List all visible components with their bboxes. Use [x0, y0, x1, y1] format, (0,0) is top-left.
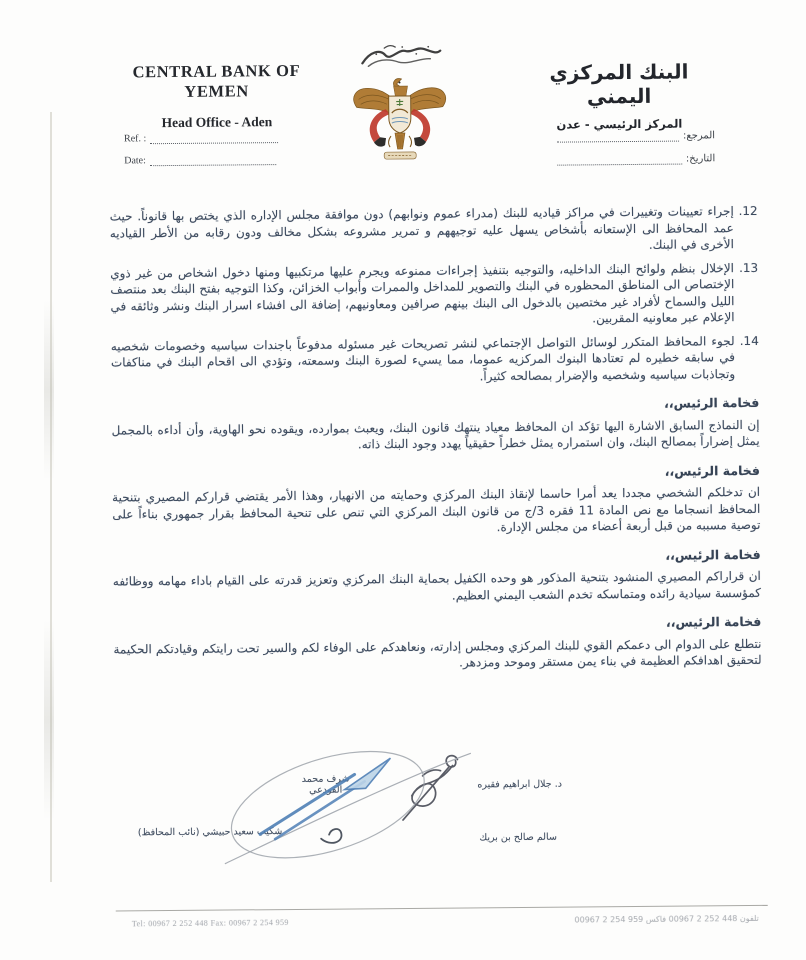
- item-text: لجوء المحافظ المتكرر لوسائل التواصل الإجتماعي لنشر تصريحات غير مسئوله مدفوعاً باجندات سياسيه وخصومات شخصيه في سابقه خطيره لم تعتادها البنوك المركزيه عموما، مما يسيء لصورة البنك وسمعته، وتؤدي الى اقحام البنك في مناكفات وتجاذبات سياسيه وشخصيه والإضرار بمصالحه كثيراً.: [110, 333, 736, 383]
- section-heading-president-3: فخامة الرئيس،،: [665, 546, 761, 563]
- bank-name-arabic: البنك المركزي اليمني: [549, 59, 689, 109]
- numbered-item-14: [111, 332, 759, 387]
- bismillah-calligraphy-icon: [354, 42, 444, 73]
- numbered-item-13: [110, 259, 759, 331]
- ref-blank-line-arabic: [557, 132, 679, 143]
- office-name-english: Head Office - Aden: [161, 114, 273, 131]
- date-field-arabic: [553, 153, 715, 165]
- signatory-name-shakeeb-hobeishi-deputy-governor: شكيب سعيد حبيشي (نائب المحافظ): [137, 826, 283, 839]
- bank-name-english: CENTRAL BANK OF YEMEN: [132, 60, 301, 101]
- footer-contacts-english: Tel: 00967 2 252 448 Fax: 00967 2 254 959: [131, 918, 289, 929]
- item-text: الإخلال بنظم ولوائح البنك الداخليه، والتوجيه بتنفيذ إجراءات ممنوعه ويجرم عليها مرتكبيها ومنها دخول اشخاص من غير ذوي الإختصاص الى المناطق المحظوره في البنك والتصوير للمداخل والممرات وأبواب الخزائن، وكذا التوجيه بفتح البنك بعد منتصف الليل والسماح لأفراد غير مختصين بالدخول الى البنك بينهم صرافين ومعاونيهم، إضافة الى افشاء اسرار البنك ونشر وثائقه في الإعلام عبر معاونيه المقربين.: [110, 260, 735, 326]
- signatory-name-sharaf-alfudai: شرف محمد الفودعي: [301, 773, 350, 796]
- ref-field-english: [124, 132, 282, 144]
- date-label-arabic: التاريخ:: [685, 153, 716, 165]
- signatory-name-jalal-faqirah: د. جلال ابراهيم فقيره: [477, 778, 562, 791]
- numbered-item-12: [110, 203, 758, 258]
- ref-blank-line: [150, 133, 278, 144]
- item-text: إجراء تعيينات وتغييرات في مراكز قياديه للبنك (مدراء عموم ونوابهم) دون موافقة مجلس الإداره الذي يختص بها قانوناً. حيث عمد المحافظ الى الإستعانه بأشخاص يسهل عليه توجيههم و تمرير مشروعه بشكل مخالف ودون رقابه من الأطر القياديه الأخرى في البنك.: [109, 204, 735, 252]
- ref-label-english: Ref. :: [123, 133, 147, 145]
- item-number: 14.: [739, 333, 759, 348]
- header-english: [99, 61, 334, 132]
- yemen-coat-of-arms-icon: [344, 76, 455, 169]
- section-heading-president-4: فخامة الرئيس،،: [665, 613, 762, 630]
- section-heading-president-2: فخامة الرئيس،،: [664, 462, 760, 479]
- signatory-name-salem-bin-buraik: سالم صالح بن بريك: [479, 831, 557, 844]
- header-arabic: [516, 59, 722, 132]
- footer-contacts-arabic: تلفون 448 252 2 00967 فاكس 959 254 2 00967: [574, 913, 759, 925]
- section-paragraph-2: ان تدخلكم الشخصي مجددا يعد أمرا حاسما لإنقاذ البنك المركزي وحمايته من الانهيار، وهذا الأمر يقتضي قراركم المصيري بتنحية المحافظ انسجاما مع نص المادة 11 فقره 3/ج من قانون البنك المركزي التي تنص على تنحية المحافظ بقرار جمهوري بناءاً على توصية مسببه من قبل أربعة أعضاء من مجلس الإدارة.: [112, 484, 761, 535]
- ref-label-arabic: المرجع:: [682, 130, 716, 142]
- signature-ink-sharaf-shakeeb: [202, 735, 498, 878]
- ref-field-arabic: [553, 130, 715, 142]
- date-field-english: [124, 154, 280, 166]
- date-blank-line-arabic: [557, 155, 682, 166]
- date-blank-line: [150, 155, 276, 166]
- office-name-arabic: المركز الرئيسي - عدن: [556, 116, 683, 132]
- footer-divider-line: [116, 905, 768, 912]
- section-paragraph-1: إن النماذج السابق الاشارة اليها تؤكد ان المحافظ معياد ينتهك قانون البنك، ويعبث بموارده، ويقوده نحو الهاوية، وأن أداءه بالمجمل يمثل إضراراً بمصالح البنك، وان استمراره يمثل خطراً حقيقياً يهدد وجود البنك ذاته.: [111, 417, 760, 452]
- item-number: 13.: [738, 260, 759, 275]
- date-label-english: Date:: [124, 155, 146, 167]
- section-paragraph-4: نتطلع على الدوام الى دعمكم القوي للبنك المركزي ومجلس إدارته، ونعاهدكم على الوفاء لكم والسير تحت رايتكم وقيادتكم الحكيمة لتحقيق اهدافكم العظيمة في بناء يمن مستقر وموحد ومزدهر.: [113, 636, 762, 670]
- item-number: 12.: [738, 203, 758, 219]
- letter-body: [110, 203, 762, 680]
- section-heading-president-1: فخامة الرئيس،،: [663, 394, 760, 411]
- section-paragraph-3: ان قراراكم المصيري المنشود بتنحية المذكور هو وحده الكفيل بحماية البنك المركزي وتعزيز قدرته على القيام باداء مهامه ووظائفه كمؤسسة سيادية رائده ومتماسكه تخدم الشعب اليمني العظيم.: [112, 568, 762, 603]
